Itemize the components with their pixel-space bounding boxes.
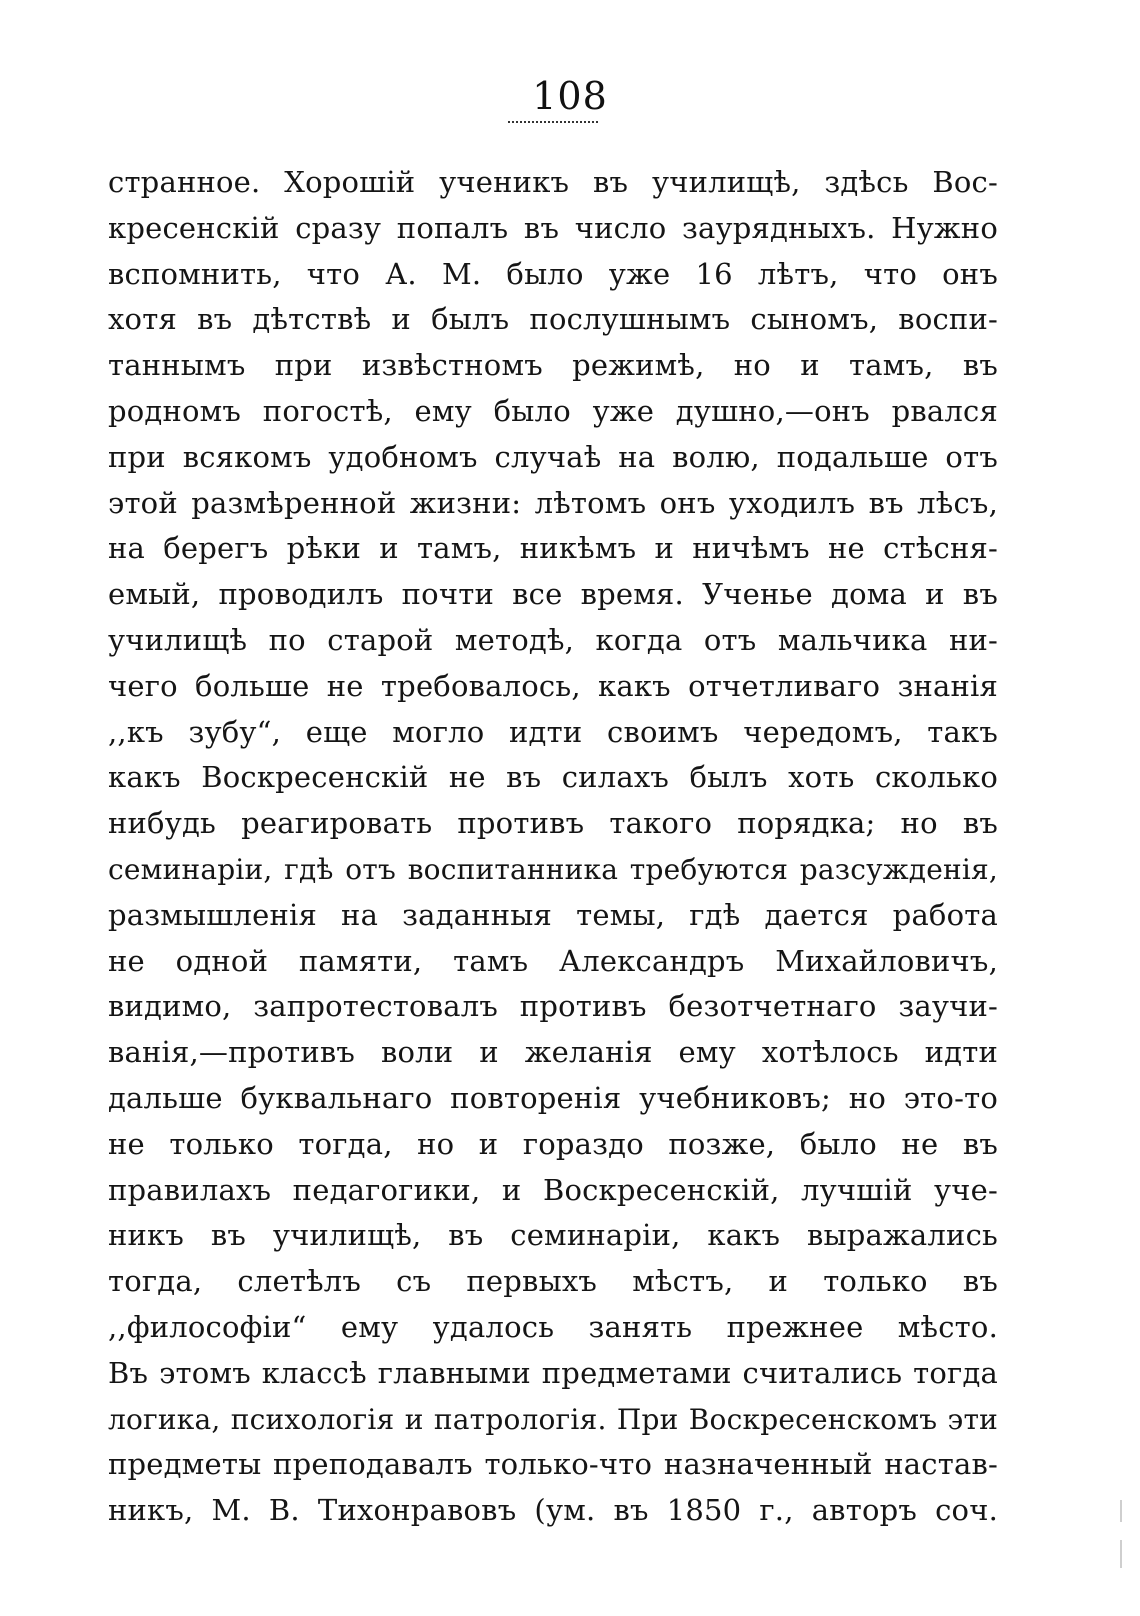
text-line: дальше буквальнаго повторенія учебниковъ; но это-то: [108, 1080, 998, 1115]
text-line: нибудь реагировать противъ такого порядка; но въ: [108, 806, 998, 841]
text-line: этой размѣренной жизни: лѣтомъ онъ уходилъ въ лѣсъ,: [108, 485, 998, 520]
text-line: емый, проводилъ почти все время. Ученье дома и въ: [108, 577, 998, 612]
page-number-dotted-rule: [508, 121, 598, 123]
text-line: какъ Воскресенскій не въ силахъ былъ хоть сколько: [108, 760, 998, 795]
text-line: родномъ погостѣ, ему было уже душно,—онъ рвался: [108, 393, 998, 428]
page-number: 108: [532, 74, 608, 118]
text-line: кресенскій сразу попалъ въ число заурядныхъ. Нужно: [108, 210, 998, 245]
text-line: училищѣ по старой методѣ, когда отъ мальчика ни-: [108, 622, 998, 657]
scan-edge-mark: [1120, 1500, 1122, 1522]
text-line: ,,къ зубу“, еще могло идти своимъ чередомъ, такъ: [108, 714, 998, 749]
text-line: никъ, М. В. Тихонравовъ (ум. въ 1850 г., авторъ соч.: [108, 1493, 998, 1528]
body-text: [108, 160, 998, 1534]
text-line: таннымъ при извѣстномъ режимѣ, но и тамъ, въ: [108, 348, 998, 383]
text-line: никъ въ училищѣ, въ семинаріи, какъ выражались: [108, 1218, 998, 1253]
text-line: предметы преподавалъ только-что назначенный настав-: [108, 1447, 998, 1482]
text-line: на берегъ рѣки и тамъ, никѣмъ и ничѣмъ не стѣсня-: [108, 531, 998, 566]
text-line: правилахъ педагогики, и Воскресенскій, лучшій уче-: [108, 1172, 998, 1207]
text-line: семинаріи, гдѣ отъ воспитанника требуются разсужденія,: [108, 852, 998, 886]
text-line: логика, психологія и патрологія. При Воскресенскомъ эти: [108, 1402, 998, 1436]
text-line: вспомнить, что А. М. было уже 16 лѣтъ, что онъ: [108, 256, 998, 291]
text-line: видимо, запротестовалъ противъ безотчетнаго заучи-: [108, 989, 998, 1024]
text-line: при всякомъ удобномъ случаѣ на волю, подальше отъ: [108, 439, 998, 474]
text-line: не только тогда, но и гораздо позже, было не въ: [108, 1126, 998, 1161]
text-line: размышленія на заданныя темы, гдѣ дается работа: [108, 897, 998, 932]
text-line: странное. Хорошій ученикъ въ училищѣ, здѣсь Вос-: [108, 165, 998, 199]
text-line: ванія,—противъ воли и желанія ему хотѣлось идти: [108, 1035, 998, 1070]
text-line: тогда, слетѣлъ съ первыхъ мѣстъ, и только въ: [108, 1264, 998, 1299]
text-line: не одной памяти, тамъ Александръ Михайловичъ,: [108, 943, 998, 978]
text-line: Въ этомъ классѣ главными предметами считались тогда: [108, 1355, 998, 1390]
text-line: ,,философіи“ ему удалось занять прежнее мѣсто.: [108, 1309, 998, 1344]
text-line: чего больше не требовалось, какъ отчетливаго знанія: [108, 668, 998, 703]
scan-edge-mark: [1120, 1540, 1122, 1568]
text-line: хотя въ дѣтствѣ и былъ послушнымъ сыномъ, воспи-: [108, 302, 998, 337]
